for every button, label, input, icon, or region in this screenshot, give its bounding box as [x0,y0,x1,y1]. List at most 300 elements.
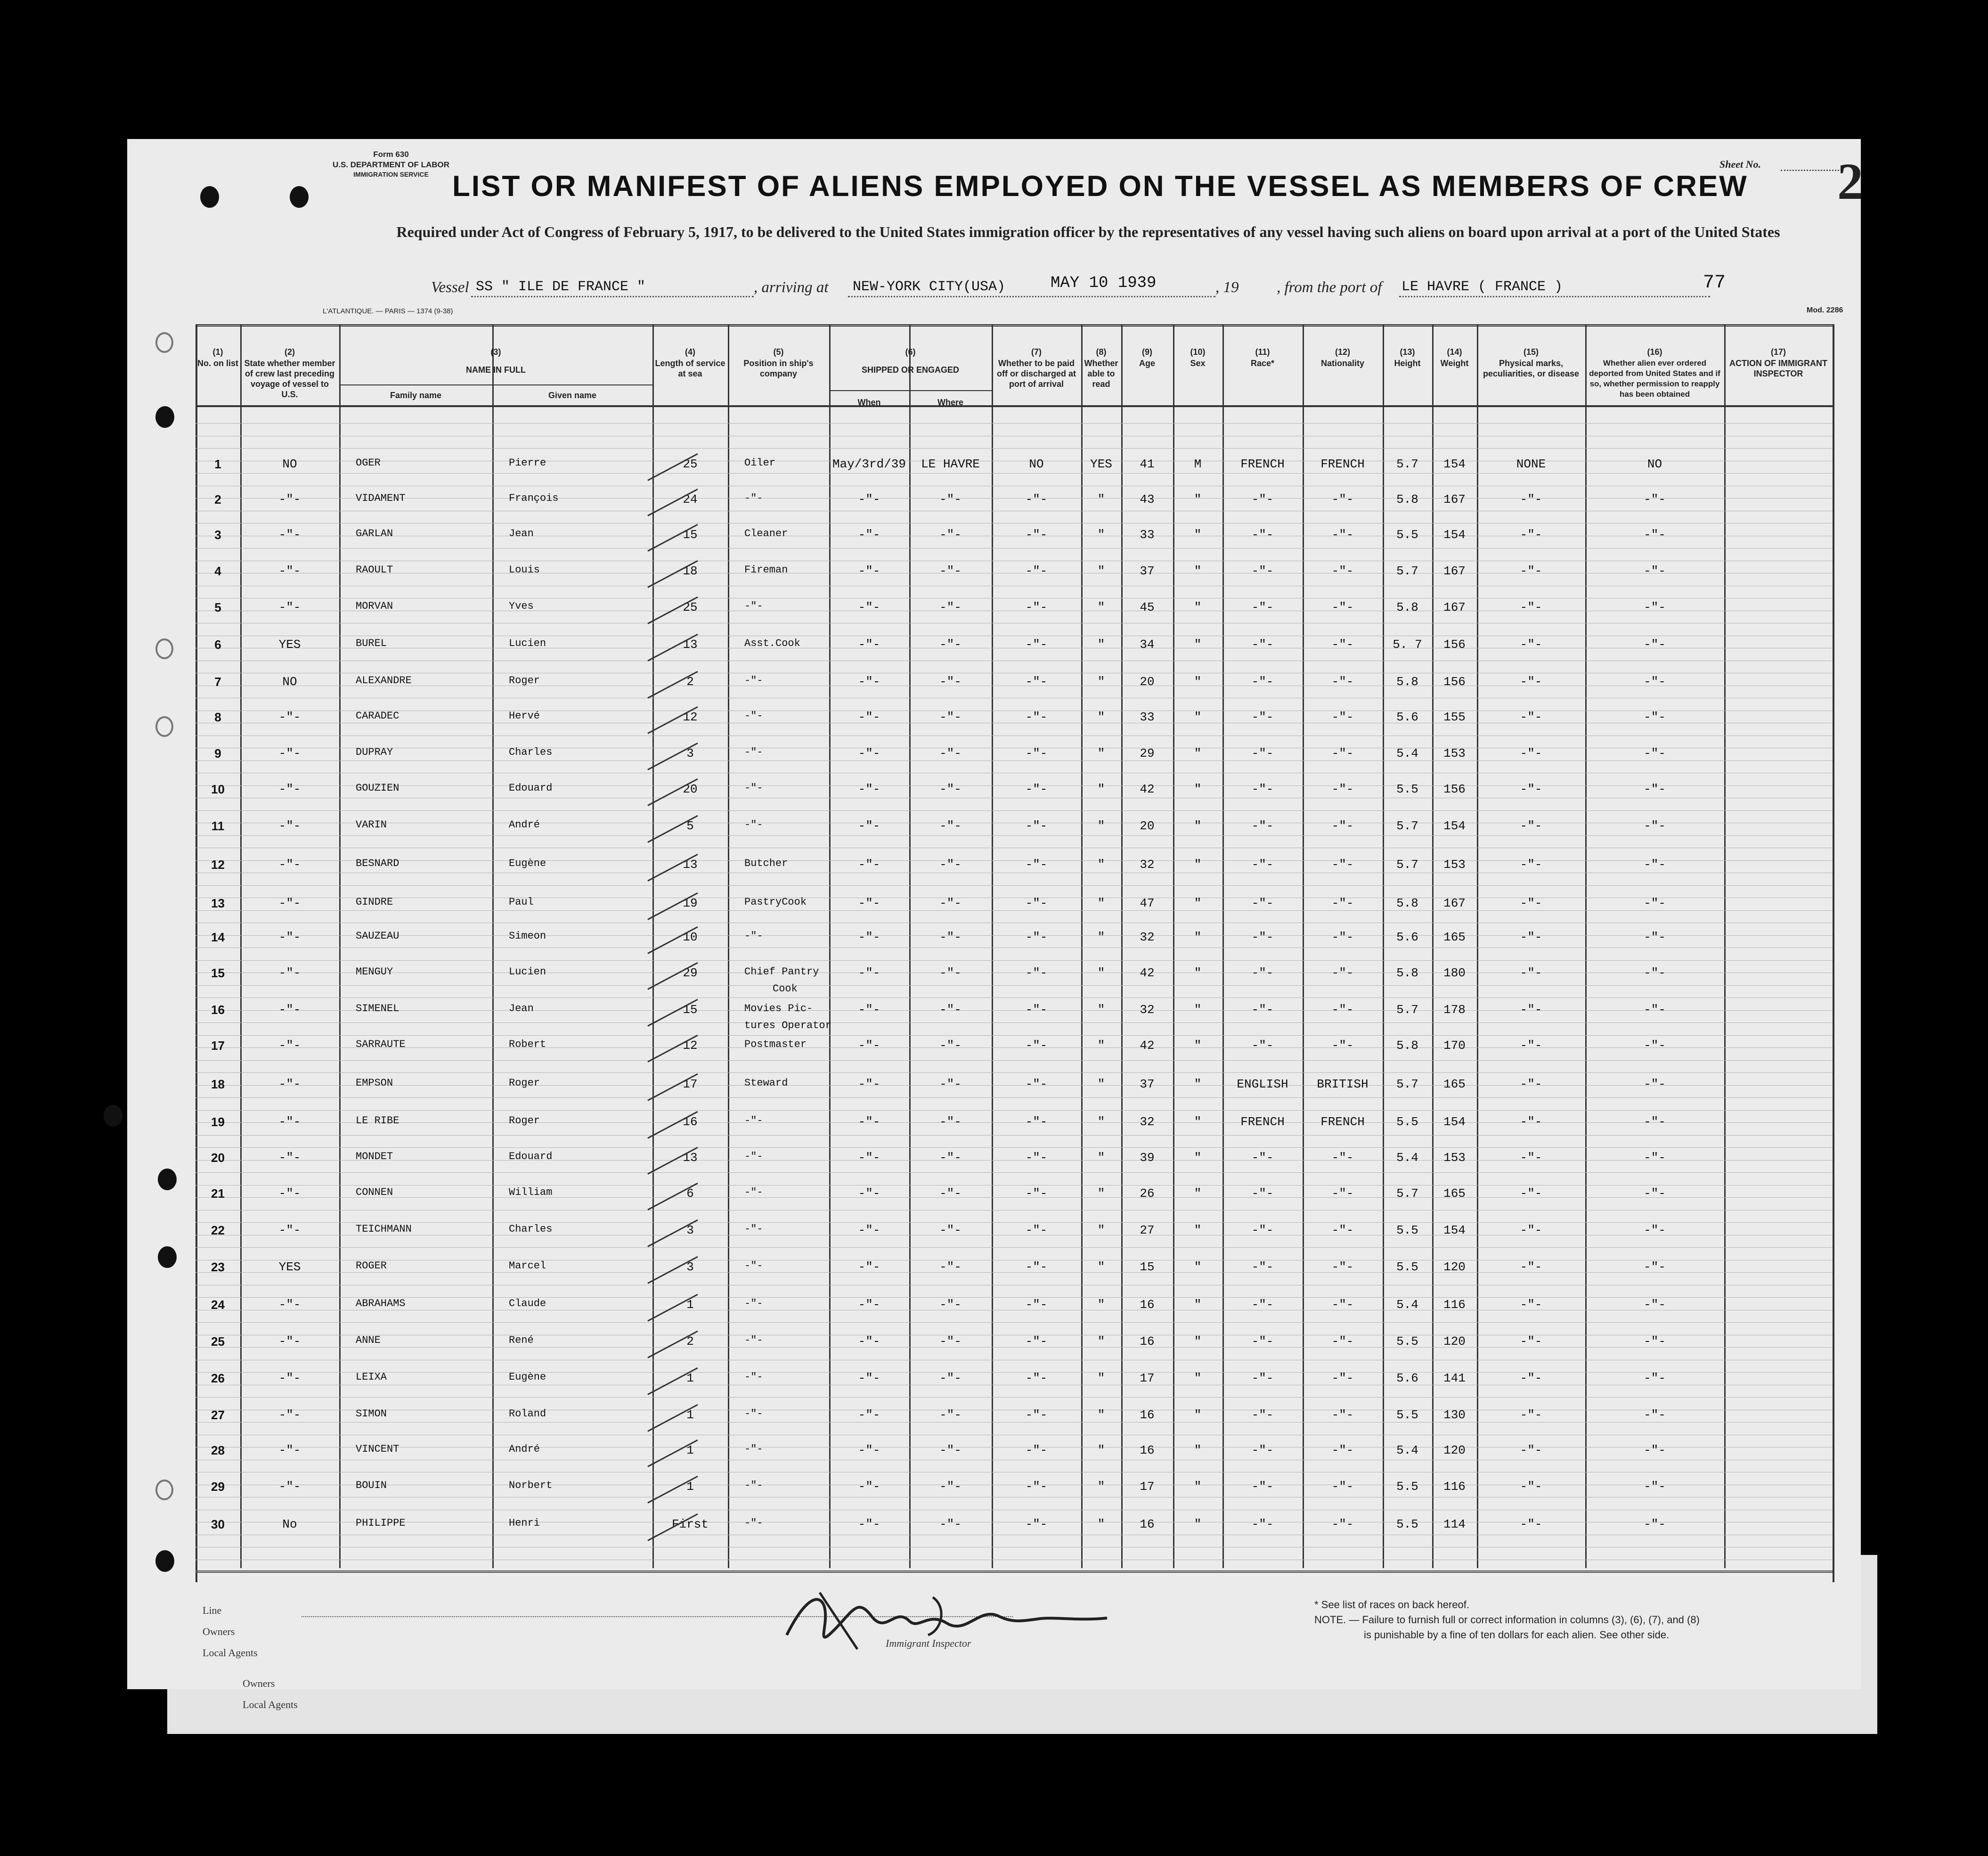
row-marks: -"- [1520,1480,1542,1494]
row-position: -"- [744,675,763,687]
row-race: -"- [1251,1443,1274,1457]
row-no: 6 [214,638,221,652]
row-when: -"- [858,1077,880,1091]
row-service: 29 [683,966,698,980]
row-service: 12 [683,1038,698,1053]
given-name-header: Given name [548,391,597,400]
row-where: -"- [939,746,961,760]
punch-hole [155,332,173,353]
row-paid: -"- [1025,1151,1048,1165]
row-service: 17 [683,1077,698,1091]
row-nat: -"- [1331,600,1354,614]
row-position: PastryCook [744,896,807,908]
footnote-races: * See list of races on back hereof. [1314,1599,1469,1611]
row-given: Robert [509,1038,546,1050]
ruled-line [196,1097,1833,1098]
row-when: -"- [858,1443,880,1457]
row-marks: -"- [1520,1003,1542,1017]
row-race: ENGLISH [1237,1077,1288,1091]
row-family: SAUZEAU [356,930,399,942]
row-when: -"- [858,1260,880,1274]
row-prev: -"- [278,492,301,507]
row-marks: -"- [1520,600,1542,614]
row-no: 24 [211,1298,225,1312]
row-age: 42 [1140,782,1155,796]
row-sex: " [1194,819,1202,833]
row-age: 16 [1140,1443,1155,1457]
row-given: Roland [509,1408,546,1420]
row-height: 5.4 [1396,1151,1418,1165]
row-when: -"- [858,782,880,796]
row-deported: -"- [1644,858,1666,872]
row-where: -"- [939,782,961,796]
row-sex: " [1194,638,1202,652]
row-given: Norbert [509,1480,553,1491]
row-nat: -"- [1331,1298,1354,1312]
row-paid: -"- [1025,675,1048,689]
from-label: , from the port of [1277,279,1382,296]
row-read: " [1097,1298,1105,1312]
row-race: -"- [1251,1223,1274,1237]
row-marks: -"- [1520,1298,1542,1312]
row-read: " [1097,966,1105,980]
column-number-c13: (13) [1400,347,1415,357]
row-service: 13 [683,858,698,872]
row-where: -"- [939,710,961,724]
row-service: 25 [683,457,698,471]
row-race: -"- [1251,1003,1274,1017]
row-when: -"- [858,1408,880,1422]
row-position: Cleaner [744,528,788,540]
row-age: 32 [1140,858,1155,872]
row-deported: -"- [1644,1260,1666,1274]
row-prev: -"- [278,1334,301,1349]
row-position: -"- [744,1115,763,1127]
arriving-label: , arriving at [754,279,829,296]
column-header-c9: Age [1139,359,1155,368]
row-age: 16 [1140,1298,1155,1312]
row-no: 10 [211,782,225,796]
row-service: 1 [686,1408,694,1422]
punch-hole [200,186,219,208]
row-read: " [1097,746,1105,760]
row-race: -"- [1251,1408,1274,1422]
row-weight: 153 [1443,746,1466,760]
row-age: 39 [1140,1151,1155,1165]
row-service: 24 [683,492,698,507]
row-prev: -"- [278,1115,301,1129]
row-race: -"- [1251,1260,1274,1274]
inspector-label: Immigrant Inspector [886,1637,971,1649]
row-family: CONNEN [356,1186,393,1198]
ruled-line [196,1222,1833,1223]
row-where: -"- [939,1371,961,1385]
row-marks: -"- [1520,1077,1542,1091]
punch-hole [155,638,173,659]
row-marks: -"- [1520,710,1542,724]
row-prev: -"- [278,528,301,542]
row-nat: FRENCH [1320,1115,1365,1129]
row-no: 20 [211,1151,225,1165]
row-paid: -"- [1025,782,1048,796]
row-when: May/3rd/39 [832,457,906,471]
row-deported: -"- [1644,1038,1666,1053]
row-sex: " [1194,492,1202,507]
row-sex: " [1194,1151,1202,1165]
row-given: Claude [509,1298,546,1309]
ruled-line [196,1035,1833,1036]
row-nat: -"- [1331,966,1354,980]
row-no: 23 [211,1260,225,1274]
row-height: 5.7 [1396,457,1418,471]
row-height: 5.5 [1396,1115,1418,1129]
row-weight: 154 [1443,819,1466,833]
row-paid: -"- [1025,1443,1048,1457]
row-nat: -"- [1331,1334,1354,1349]
row-position: Postmaster [744,1038,807,1050]
row-marks: NONE [1516,457,1546,471]
column-header-c8: Whether able to read [1084,359,1118,389]
row-marks: -"- [1520,1260,1542,1274]
row-no: 9 [214,746,221,760]
row-no: 30 [211,1517,225,1531]
row-nat: -"- [1331,858,1354,872]
row-where: -"- [939,1334,961,1349]
row-sex: " [1194,782,1202,796]
row-where: -"- [939,1003,961,1017]
row-height: 5.7 [1396,1186,1418,1201]
row-no: 2 [214,492,221,507]
row-read: " [1097,1443,1105,1457]
row-paid: -"- [1025,492,1048,507]
column-number-c10: (10) [1190,347,1206,357]
row-age: 37 [1140,1077,1155,1091]
row-sex: " [1194,564,1202,578]
row-age: 32 [1140,930,1155,944]
row-age: 29 [1140,746,1155,760]
row-service: 1 [686,1443,694,1457]
header-bottom-rule [196,405,1833,407]
row-no: 4 [214,564,221,578]
row-no: 16 [211,1003,225,1017]
row-weight: 120 [1443,1334,1466,1349]
row-where: -"- [939,896,961,910]
row-prev: -"- [278,1480,301,1494]
row-sex: " [1194,1371,1202,1385]
row-age: 47 [1140,896,1155,910]
ruled-line [196,1147,1833,1148]
row-where: -"- [939,1298,961,1312]
punch-hole [158,1246,177,1268]
row-where: -"- [939,564,961,578]
row-age: 17 [1140,1480,1155,1494]
row-sex: " [1194,1223,1202,1237]
row-read: " [1097,1077,1105,1091]
row-prev: -"- [278,564,301,578]
row-weight: 165 [1443,1186,1466,1201]
row-family: ALEXANDRE [356,675,412,687]
ruled-line [196,423,1833,424]
row-deported: -"- [1644,1371,1666,1385]
row-service: 1 [686,1371,694,1385]
row-position: Chief Pantry [744,966,819,978]
row-no: 22 [211,1223,225,1237]
row-deported: -"- [1644,1151,1666,1165]
row-given: André [509,1443,540,1455]
row-family: GARLAN [356,528,393,540]
ruled-line [196,1247,1833,1248]
column-header-c17: ACTION OF IMMIGRANT INSPECTOR [1729,359,1827,378]
row-race: -"- [1251,1334,1274,1349]
vessel-underline [471,296,754,297]
family-name-header: Family name [390,391,442,400]
row-sex: " [1194,1115,1202,1129]
row-service: 13 [683,638,698,652]
row-no: 27 [211,1408,225,1422]
row-race: -"- [1251,528,1274,542]
row-race: FRENCH [1240,457,1285,471]
row-nat: FRENCH [1320,457,1365,471]
row-deported: -"- [1644,675,1666,689]
row-deported: -"- [1644,1298,1666,1312]
row-prev: -"- [278,600,301,614]
row-nat: -"- [1331,1260,1354,1274]
row-weight: 154 [1443,1223,1466,1237]
column-number-c1: (1) [212,347,223,357]
row-given: Lucien [509,966,546,978]
row-age: 17 [1140,1371,1155,1385]
row-paid: -"- [1025,1298,1048,1312]
row-race: -"- [1251,819,1274,833]
row-family: MONDET [356,1151,393,1162]
row-sex: M [1194,457,1202,471]
punch-hole [155,1480,173,1500]
row-where: LE HAVRE [921,457,980,471]
footer-owners-label-2: Owners [243,1677,275,1689]
row-service: 6 [686,1186,694,1201]
row-given: Charles [509,1223,553,1235]
ruled-line [196,1185,1833,1186]
column-number-c4: (4) [685,347,695,357]
row-where: -"- [939,1151,961,1165]
row-position: -"- [744,1371,763,1383]
row-family: BESNARD [356,858,399,869]
row-weight: 154 [1443,528,1466,542]
row-sex: " [1194,1517,1202,1531]
column-header-c13: Height [1394,359,1421,368]
row-service: 2 [686,675,694,689]
row-when: -"- [858,1038,880,1053]
page-title: LIST OR MANIFEST OF ALIENS EMPLOYED ON THE VESSEL AS MEMBERS OF CREW [452,170,1748,203]
row-weight: 154 [1443,457,1466,471]
row-prev: -"- [278,1003,301,1017]
row-nat: -"- [1331,1003,1354,1017]
row-when: -"- [858,1517,880,1531]
ruled-line [196,960,1833,961]
row-age: 33 [1140,528,1155,542]
ruled-line [196,885,1833,886]
row-race: -"- [1251,638,1274,652]
row-height: 5.6 [1396,930,1418,944]
row-no: 11 [211,819,225,833]
row-family: ROGER [356,1260,387,1272]
row-race: -"- [1251,564,1274,578]
row-weight: 155 [1443,710,1466,724]
row-read: " [1097,819,1105,833]
row-age: 15 [1140,1260,1155,1274]
row-prev: -"- [278,1186,301,1201]
row-paid: -"- [1025,746,1048,760]
row-when: -"- [858,1334,880,1349]
row-position: -"- [744,746,763,758]
row-position: Butcher [744,858,788,869]
row-deported: -"- [1644,1408,1666,1422]
column-header-c15: Physical marks, peculiarities, or disease [1483,359,1580,378]
ruled-line [196,985,1833,986]
row-paid: -"- [1025,638,1048,652]
row-age: 16 [1140,1517,1155,1531]
sheet-line [1781,170,1842,171]
row-no: 1 [214,457,221,471]
row-read: " [1097,1260,1105,1274]
sheet-number: 2 [1837,153,1863,210]
row-paid: -"- [1025,1371,1048,1385]
row-family: ABRAHAMS [356,1298,406,1309]
row-prev: -"- [278,710,301,724]
row-deported: -"- [1644,1003,1666,1017]
row-age: 20 [1140,819,1155,833]
row-sex: " [1194,858,1202,872]
row-sex: " [1194,1298,1202,1312]
row-read: " [1097,1480,1105,1494]
row-prev: -"- [278,1408,301,1422]
row-read: " [1097,1115,1105,1129]
row-read: " [1097,782,1105,796]
row-read: " [1097,564,1105,578]
row-no: 28 [211,1443,225,1457]
row-age: 42 [1140,1038,1155,1053]
row-position: Movies Pic- [744,1003,813,1014]
column-header-c5: Position in ship's company [743,359,814,378]
row-weight: 116 [1443,1298,1466,1312]
row-height: 5.7 [1396,564,1418,578]
column-number-c5: (5) [773,347,784,357]
row-deported: -"- [1644,710,1666,724]
row-service: First [671,1517,709,1531]
row-age: 27 [1140,1223,1155,1237]
row-height: 5.8 [1396,492,1418,507]
row-marks: -"- [1520,930,1542,944]
row-marks: -"- [1520,896,1542,910]
row-service: 18 [683,564,698,578]
row-no: 3 [214,528,221,542]
row-paid: -"- [1025,930,1048,944]
row-family: OGER [356,457,381,469]
row-position: -"- [744,1480,763,1491]
row-paid: NO [1029,457,1044,471]
row-sex: " [1194,710,1202,724]
row-sex: " [1194,1480,1202,1494]
row-race: -"- [1251,1038,1274,1053]
row-service: 3 [686,746,694,760]
row-deported: NO [1647,457,1662,471]
column-number-c11: (11) [1255,347,1270,357]
row-weight: 130 [1443,1408,1466,1422]
row-read: " [1097,858,1105,872]
row-deported: -"- [1644,1480,1666,1494]
row-position: -"- [744,930,763,942]
row-when: -"- [858,966,880,980]
arriving-underline [848,296,1215,297]
row-paid: -"- [1025,966,1048,980]
row-given: François [509,492,559,504]
row-read: " [1097,528,1105,542]
row-read: " [1097,638,1105,652]
row-nat: -"- [1331,1186,1354,1201]
row-nat: -"- [1331,1408,1354,1422]
row-marks: -"- [1520,1115,1542,1129]
row-read: " [1097,1408,1105,1422]
row-prev: -"- [278,1038,301,1053]
row-sex: " [1194,675,1202,689]
row-given: René [509,1334,534,1346]
column-number-c9: (9) [1142,347,1152,357]
row-where: -"- [939,1408,961,1422]
row-when: -"- [858,1151,880,1165]
row-family: RAOULT [356,564,393,576]
row-weight: 167 [1443,564,1466,578]
list-number: 77 [1703,272,1726,294]
row-height: 5.8 [1396,600,1418,614]
row-marks: -"- [1520,819,1542,833]
row-position: Steward [744,1077,788,1089]
row-given: Roger [509,675,540,687]
row-prev: -"- [278,782,301,796]
row-position: Oiler [744,457,776,469]
row-deported: -"- [1644,896,1666,910]
row-prev: NO [282,457,297,471]
ruled-line [196,1135,1833,1136]
name-split-rule [339,384,652,385]
row-service: 19 [683,896,698,910]
row-paid: -"- [1025,1003,1048,1017]
row-family: MENGUY [356,966,393,978]
footnote-fine-2: is punishable by a fine of ten dollars for each alien. See other side. [1364,1629,1670,1641]
row-race: -"- [1251,896,1274,910]
footer-owners-label: Owners [203,1626,235,1637]
footer-local-agents-label-2: Local Agents [243,1699,298,1710]
row-race: -"- [1251,930,1274,944]
when-header: When [857,398,881,407]
row-prev: -"- [278,1223,301,1237]
row-paid: -"- [1025,896,1048,910]
footnote-fine-1: NOTE. — Failure to furnish full or correct information in columns (3), (6), (7), and (8) [1314,1614,1700,1626]
row-weight: 153 [1443,858,1466,872]
page-subtitle: Required under Act of Congress of February 5, 1917, to be delivered to the United States immigration officer by the representatives of any vessel having such aliens on board upon arrival at a port of the United States [396,223,1780,240]
row-height: 5.7 [1396,819,1418,833]
row-service: 16 [683,1115,698,1129]
row-age: 41 [1140,457,1155,471]
row-read: " [1097,1334,1105,1349]
row-where: -"- [939,1186,961,1201]
row-paid: -"- [1025,1223,1048,1237]
row-family: DUPRAY [356,746,393,758]
arrival-date: MAY 10 1939 [1051,274,1157,292]
ruled-line [196,1022,1833,1023]
row-no: 5 [214,600,221,614]
row-age: 16 [1140,1408,1155,1422]
row-marks: -"- [1520,564,1542,578]
